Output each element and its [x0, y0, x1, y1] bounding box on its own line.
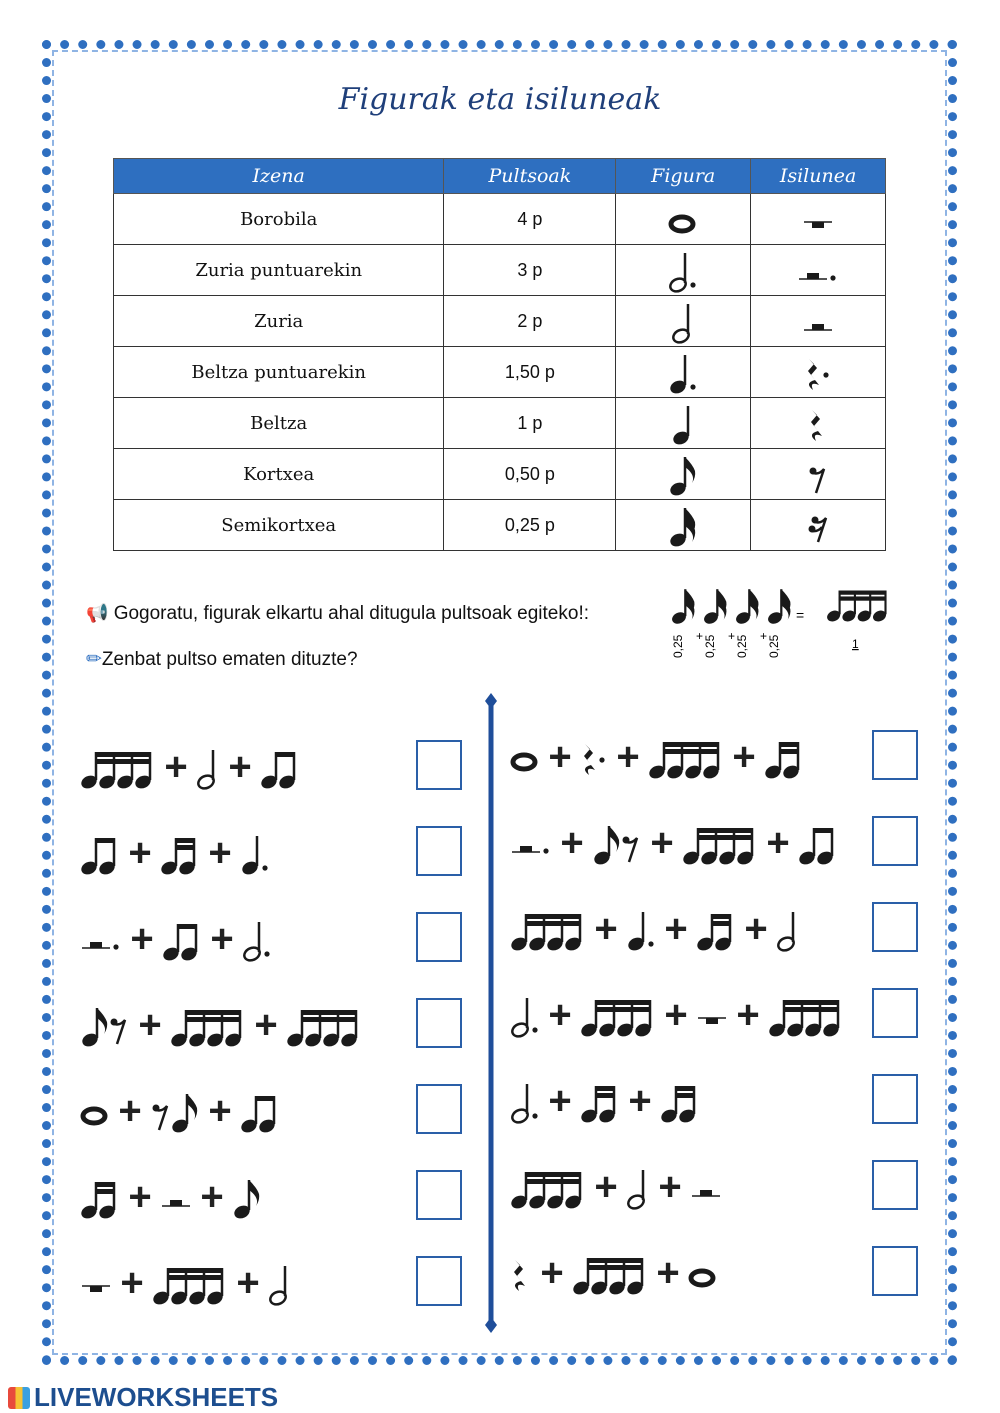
two-sixteenths-icon — [696, 904, 736, 954]
plus-sign: + — [656, 1251, 680, 1295]
half-rest-icon — [802, 296, 834, 346]
exercise-row — [510, 1162, 722, 1212]
eighth-note-icon — [232, 1172, 262, 1222]
four-sixteenths-icon — [825, 591, 888, 624]
row-name: Beltza — [114, 398, 444, 449]
row-figure — [616, 194, 751, 245]
two-sixteenths-icon — [160, 828, 200, 878]
row-figure — [616, 398, 751, 449]
four-sixteenths-icon — [152, 1258, 228, 1308]
plus-sign: + — [128, 1175, 152, 1219]
sixteenth-note-icon — [734, 589, 758, 626]
plus-sign: + — [628, 1079, 652, 1123]
reminder-text: Gogoratu, figurak elkartu ahal ditugula pultsoak egiteko!: — [113, 603, 589, 624]
half-note-icon — [196, 742, 220, 792]
two-sixteenths-icon — [80, 1172, 120, 1222]
four-sixteenths-icon — [580, 990, 656, 1040]
row-figure — [616, 296, 751, 347]
whole-rest-icon — [696, 990, 728, 1040]
half-note-icon — [268, 1258, 292, 1308]
eighth-note-icon — [668, 449, 698, 499]
four-sixteenths-icon — [80, 742, 156, 792]
answer-box[interactable] — [872, 1160, 918, 1210]
row-rest — [751, 194, 886, 245]
page-title: Figurak eta isiluneak — [338, 82, 662, 117]
dotted-quarter-note-icon — [240, 828, 270, 878]
four-sixteenths-icon — [170, 1000, 246, 1050]
answer-box[interactable] — [416, 1256, 462, 1306]
sixteenth-note-icon — [766, 589, 790, 626]
exercise-row — [80, 1086, 280, 1136]
plus-sign: + — [228, 745, 252, 789]
row-name: Semikortxea — [114, 500, 444, 551]
answer-box[interactable] — [872, 988, 918, 1038]
eighth-note-eighth-rest-icon — [592, 818, 642, 868]
header-pulses: Pultsoak — [444, 159, 616, 194]
header-rest: Isilunea — [751, 159, 886, 194]
exercise-row — [80, 828, 270, 878]
answer-box[interactable] — [416, 1084, 462, 1134]
row-pulses: 4 p — [444, 194, 616, 245]
row-pulses: 3 p — [444, 245, 616, 296]
row-rest — [751, 500, 886, 551]
plus-label: + — [696, 629, 704, 643]
table-row — [114, 347, 886, 398]
header-name: Izena — [114, 159, 444, 194]
plus-sign: + — [138, 1003, 162, 1047]
two-sixteenths-icon — [764, 732, 804, 782]
plus-sign: + — [208, 1089, 232, 1133]
four-sixteenths-icon — [572, 1248, 648, 1298]
value-label: 0,25 — [703, 634, 717, 658]
two-eighths-icon — [162, 914, 202, 964]
answer-box[interactable] — [416, 740, 462, 790]
value-label: 0,25 — [735, 634, 749, 658]
half-rest-icon — [160, 1172, 192, 1222]
figures-table — [113, 158, 886, 551]
reminder-example — [666, 582, 896, 662]
question-line — [86, 648, 358, 671]
dotted-half-note-icon — [510, 1076, 540, 1126]
two-eighths-icon — [240, 1086, 280, 1136]
row-pulses: 1,50 p — [444, 347, 616, 398]
half-rest-icon — [690, 1162, 722, 1212]
answer-box[interactable] — [416, 912, 462, 962]
plus-sign: + — [548, 735, 572, 779]
whole-note-icon — [668, 194, 698, 244]
dotted-half-rest-icon — [80, 914, 122, 964]
exercise-row — [510, 818, 838, 868]
eighth-rest-icon — [807, 449, 829, 499]
logo-text: LIVEWORKSHEETS — [34, 1382, 279, 1412]
plus-sign: + — [594, 907, 618, 951]
sixteenth-rest-icon — [807, 500, 829, 550]
answer-box[interactable] — [416, 998, 462, 1048]
dotted-quarter-note-icon — [626, 904, 656, 954]
plus-sign: + — [616, 735, 640, 779]
row-pulses: 1 p — [444, 398, 616, 449]
plus-label: + — [760, 629, 768, 643]
plus-sign: + — [210, 917, 234, 961]
plus-sign: + — [766, 821, 790, 865]
vertical-divider — [483, 693, 499, 1333]
result-label: 1 — [852, 637, 859, 651]
reminder-line — [86, 603, 589, 625]
row-name: Zuria puntuarekin — [114, 245, 444, 296]
plus-sign: + — [128, 831, 152, 875]
answer-box[interactable] — [416, 826, 462, 876]
exercise-row — [80, 742, 300, 792]
plus-sign: + — [236, 1261, 260, 1305]
row-rest — [751, 398, 886, 449]
dotted-half-note-icon — [510, 990, 540, 1040]
table-row — [114, 245, 886, 296]
eighth-note-eighth-rest-icon — [80, 1000, 130, 1050]
four-sixteenths-icon — [682, 818, 758, 868]
exercise-row — [80, 914, 272, 964]
plus-sign: + — [540, 1251, 564, 1295]
plus-sign: + — [118, 1089, 142, 1133]
row-rest — [751, 449, 886, 500]
answer-box[interactable] — [872, 1246, 918, 1296]
row-name: Kortxea — [114, 449, 444, 500]
table-row — [114, 398, 886, 449]
four-sixteenths-icon — [648, 732, 724, 782]
plus-sign: + — [594, 1165, 618, 1209]
plus-sign: + — [120, 1261, 144, 1305]
row-pulses: 2 p — [444, 296, 616, 347]
equals-label: = — [796, 607, 805, 623]
dotted-quarter-note-icon — [668, 347, 698, 397]
row-rest — [751, 245, 886, 296]
whole-note-icon — [688, 1248, 718, 1298]
half-note-icon — [776, 904, 800, 954]
half-note-icon — [626, 1162, 650, 1212]
plus-sign: + — [130, 917, 154, 961]
exercise-row — [510, 1076, 700, 1126]
four-sixteenths-icon — [510, 904, 586, 954]
row-name: Beltza puntuarekin — [114, 347, 444, 398]
whole-rest-icon — [80, 1258, 112, 1308]
plus-sign: + — [664, 993, 688, 1037]
exercise-row — [80, 1172, 262, 1222]
megaphone-icon: 📢 — [86, 603, 109, 623]
plus-sign: + — [254, 1003, 278, 1047]
eighth-rest-eighth-note-icon — [150, 1086, 200, 1136]
plus-sign: + — [200, 1175, 224, 1219]
question-text: Zenbat pultso ematen dituzte? — [101, 649, 358, 670]
plus-sign: + — [744, 907, 768, 951]
row-pulses: 0,50 p — [444, 449, 616, 500]
exercise-row — [80, 1000, 362, 1050]
answer-box[interactable] — [872, 730, 918, 780]
plus-sign: + — [664, 907, 688, 951]
header-figure: Figura — [616, 159, 751, 194]
answer-box[interactable] — [416, 1170, 462, 1220]
row-pulses: 0,25 p — [444, 500, 616, 551]
dotted-half-rest-icon — [797, 245, 839, 295]
row-figure — [616, 347, 751, 398]
dotted-quarter-rest-icon — [804, 347, 832, 397]
plus-sign: + — [560, 821, 584, 865]
plus-label: + — [728, 629, 736, 643]
table-row — [114, 194, 886, 245]
table-row — [114, 296, 886, 347]
quarter-rest-icon — [510, 1248, 532, 1298]
exercise-row — [510, 732, 804, 782]
table-header-row — [114, 159, 886, 194]
row-figure — [616, 500, 751, 551]
answer-box[interactable] — [872, 1074, 918, 1124]
row-name: Zuria — [114, 296, 444, 347]
four-sixteenths-icon — [768, 990, 844, 1040]
exercise-row — [80, 1258, 292, 1308]
plus-sign: + — [658, 1165, 682, 1209]
answer-box[interactable] — [872, 816, 918, 866]
value-label: 0,25 — [671, 634, 685, 658]
plus-sign: + — [736, 993, 760, 1037]
row-rest — [751, 296, 886, 347]
half-note-icon — [671, 296, 695, 346]
whole-note-icon — [510, 732, 540, 782]
plus-sign: + — [164, 745, 188, 789]
answer-box[interactable] — [872, 902, 918, 952]
whole-note-icon — [80, 1086, 110, 1136]
exercise-row — [510, 904, 800, 954]
row-figure — [616, 245, 751, 296]
sixteenth-note-icon — [670, 589, 694, 626]
two-eighths-icon — [260, 742, 300, 792]
row-figure — [616, 449, 751, 500]
logo-mark-icon — [8, 1387, 30, 1409]
plus-sign: + — [732, 735, 756, 779]
pencil-icon: ✏ — [86, 649, 102, 670]
dotted-half-note-icon — [242, 914, 272, 964]
four-sixteenths-icon — [510, 1162, 586, 1212]
two-sixteenths-icon — [580, 1076, 620, 1126]
plus-sign: + — [208, 831, 232, 875]
dotted-quarter-rest-icon — [580, 732, 608, 782]
sixteenth-note-icon — [668, 500, 698, 550]
exercise-row — [510, 1248, 718, 1298]
row-name: Borobila — [114, 194, 444, 245]
plus-sign: + — [650, 821, 674, 865]
dotted-half-note-icon — [668, 245, 698, 295]
table-row — [114, 449, 886, 500]
two-eighths-icon — [798, 818, 838, 868]
quarter-note-icon — [671, 398, 695, 448]
sixteenth-note-icon — [702, 589, 726, 626]
liveworksheets-logo — [8, 1382, 278, 1413]
table-row — [114, 500, 886, 551]
whole-rest-icon — [802, 194, 834, 244]
dotted-half-rest-icon — [510, 818, 552, 868]
quarter-rest-icon — [807, 398, 829, 448]
row-rest — [751, 347, 886, 398]
value-label: 0,25 — [767, 634, 781, 658]
four-sixteenths-icon — [286, 1000, 362, 1050]
plus-sign: + — [548, 1079, 572, 1123]
two-sixteenths-icon — [660, 1076, 700, 1126]
two-eighths-icon — [80, 828, 120, 878]
exercise-row — [510, 990, 844, 1040]
plus-sign: + — [548, 993, 572, 1037]
